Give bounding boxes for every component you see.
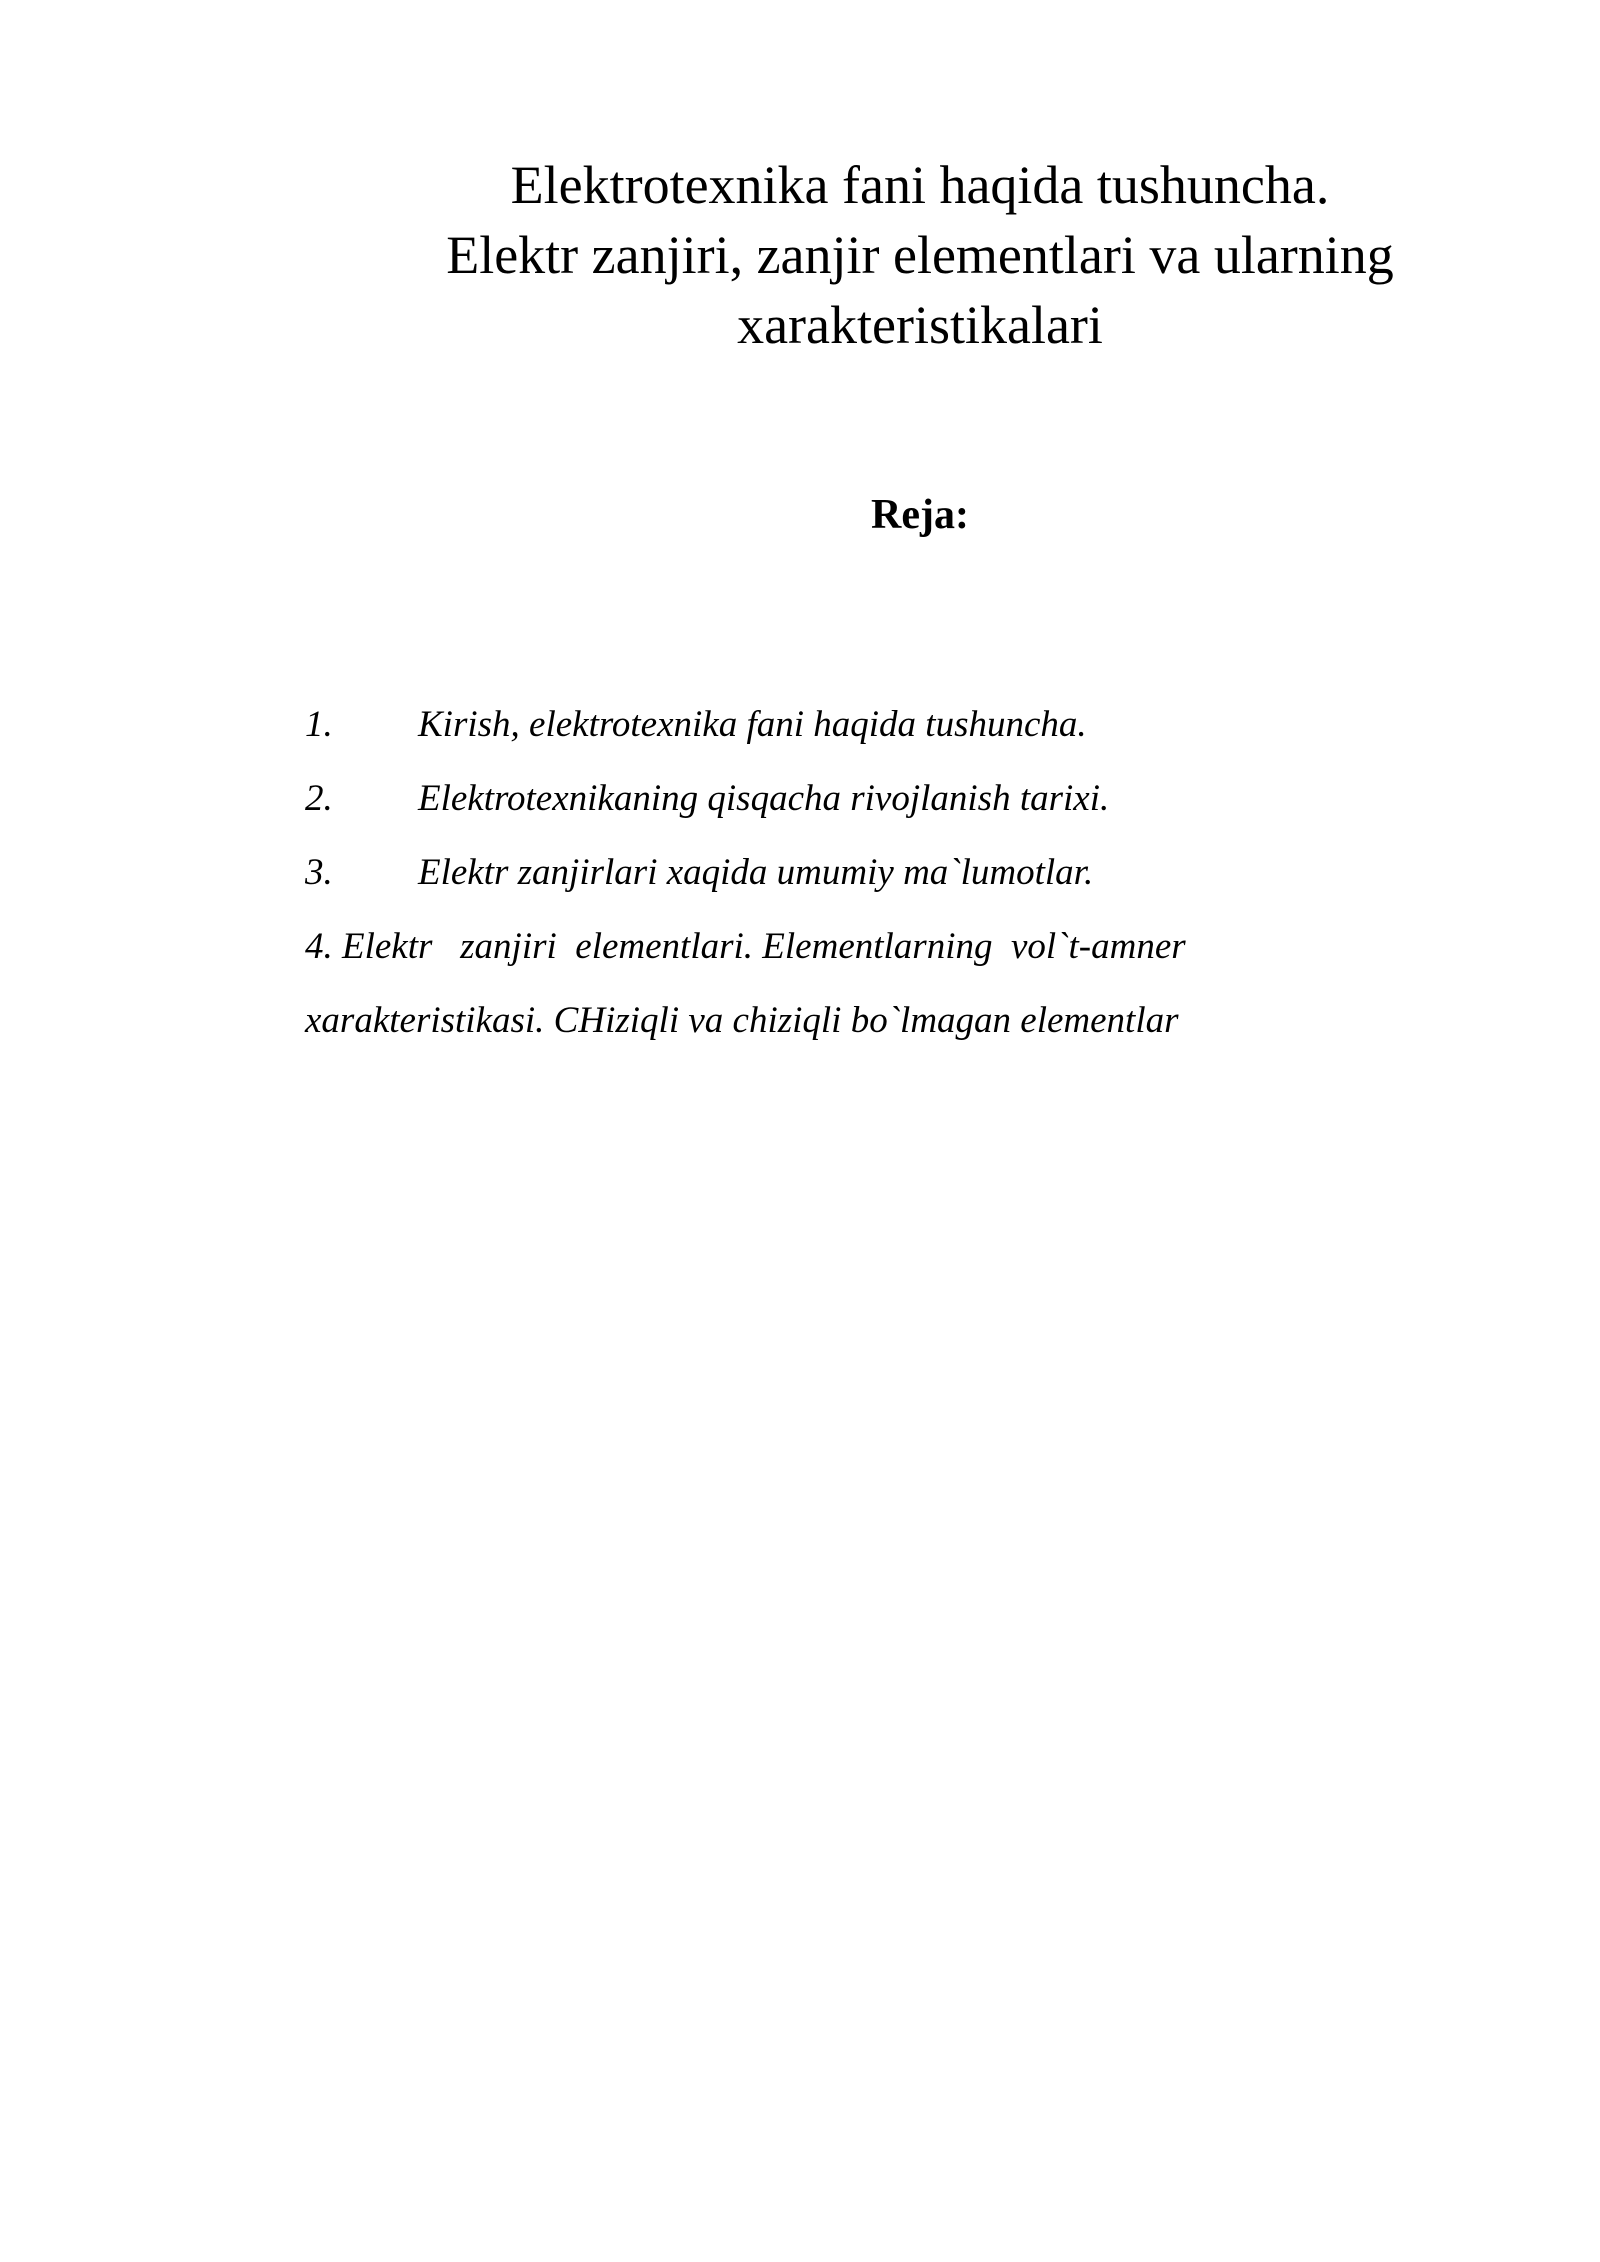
plan-item-4-line-1: 4. Elektr zanjiri elementlari. Elementlarning vol`t-amner <box>305 926 1186 967</box>
plan-item-3 <box>305 836 1405 910</box>
document-title <box>330 150 1510 360</box>
plan-item-text: Elektrotexnikaning qisqacha rivojlanish tarixi. <box>418 778 1110 819</box>
title-line-3: xarakteristikalari <box>737 295 1103 355</box>
plan-heading: Reja: <box>871 492 969 538</box>
plan-list <box>305 688 1405 1058</box>
plan-item-number: 2. <box>305 778 333 819</box>
plan-item-4-line-2: xarakteristikasi. CHiziqli va chiziqli bo`lmagan elementlar <box>305 1000 1179 1041</box>
plan-item-2 <box>305 762 1405 836</box>
plan-item-1 <box>305 688 1405 762</box>
plan-item-number: 1. <box>305 704 333 745</box>
plan-item-text: Kirish, elektrotexnika fani haqida tushuncha. <box>418 704 1087 745</box>
plan-item-text: Elektr zanjirlari xaqida umumiy ma`lumotlar. <box>418 852 1094 893</box>
plan-item-number: 3. <box>305 852 333 893</box>
title-line-1: Elektrotexnika fani haqida tushuncha. <box>510 155 1330 215</box>
title-line-2: Elektr zanjiri, zanjir elementlari va ularning <box>446 225 1394 285</box>
